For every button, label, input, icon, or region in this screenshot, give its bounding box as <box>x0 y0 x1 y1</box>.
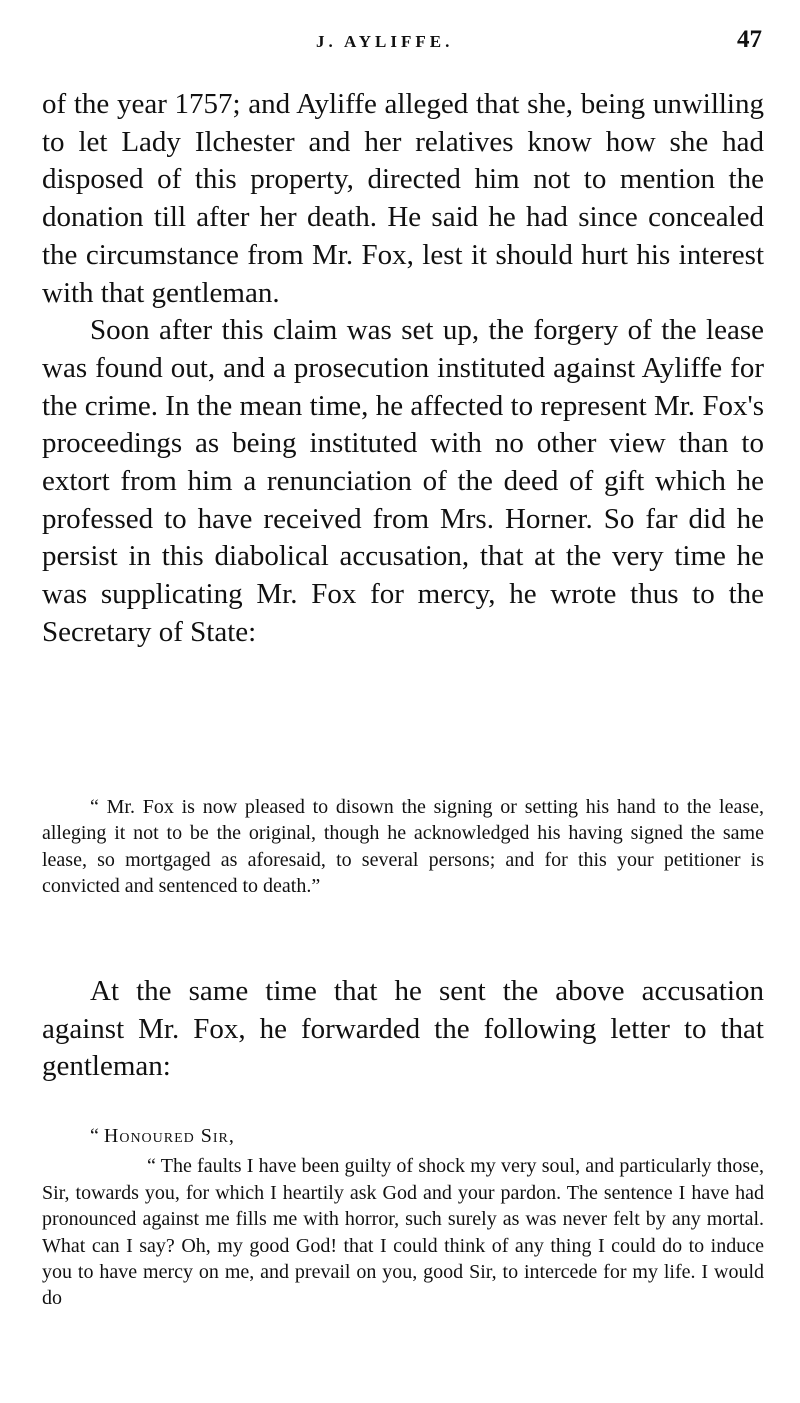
letter-salutation <box>42 1123 764 1149</box>
body-text-upper <box>42 86 764 652</box>
salutation-open-quote: “ <box>90 1125 99 1147</box>
letter-quote <box>42 1123 764 1312</box>
page-number: 47 <box>737 26 762 53</box>
paragraph-forgery: Soon after this claim was set up, the forgery of the lease was found out, and a prosecution instituted against Ayliffe for the crime. In the mean time, he affected to represent Mr. Fox's proceedings as being instituted with no other view than to extort from him a renunciation of the deed of gift which he professed to have received from Mrs. Horner. So far did he persist in this diabolical accusation, that at the very time he was supplicating Mr. Fox for mercy, he wrote thus to the Secretary of State: <box>42 314 764 648</box>
running-title: J. AYLIFFE. <box>316 32 454 51</box>
block-quote-petition <box>42 794 764 900</box>
quote-text: “ Mr. Fox is now pleased to disown the signing or setting his hand to the lease, alleging it not to be the original, though he acknowledged his having signed the same lease, so mortgaged as aforesaid, to several persons; and for this your petitioner is convicted and sentenced to death.” <box>42 796 764 898</box>
salutation-text: Honoured Sir, <box>103 1125 235 1147</box>
body-text-lower <box>42 973 764 1086</box>
paragraph-letter-intro: At the same time that he sent the above accusation against Mr. Fox, he forwarded the following letter to that gentleman: <box>42 975 764 1083</box>
paragraph-continued: of the year 1757; and Ayliffe alleged that she, being unwilling to let Lady Ilchester and her relatives know how she had disposed of this property, directed him not to mention the donation till after her death. He said he had since concealed the circumstance from Mr. Fox, lest it should hurt his interest with that gentleman. <box>42 88 764 309</box>
running-head <box>0 26 800 62</box>
letter-body: “ The faults I have been guilty of shock my very soul, and particularly those, Sir, towards you, for which I heartily ask God and your pardon. The sentence I have had pronounced against me fills me with horror, such surely as was never felt by any mortal. What can I say? Oh, my good God! that I could think of any thing I could do to induce you to have mercy on me, and prevail on you, good Sir, to intercede for my life. I would do <box>42 1155 764 1310</box>
